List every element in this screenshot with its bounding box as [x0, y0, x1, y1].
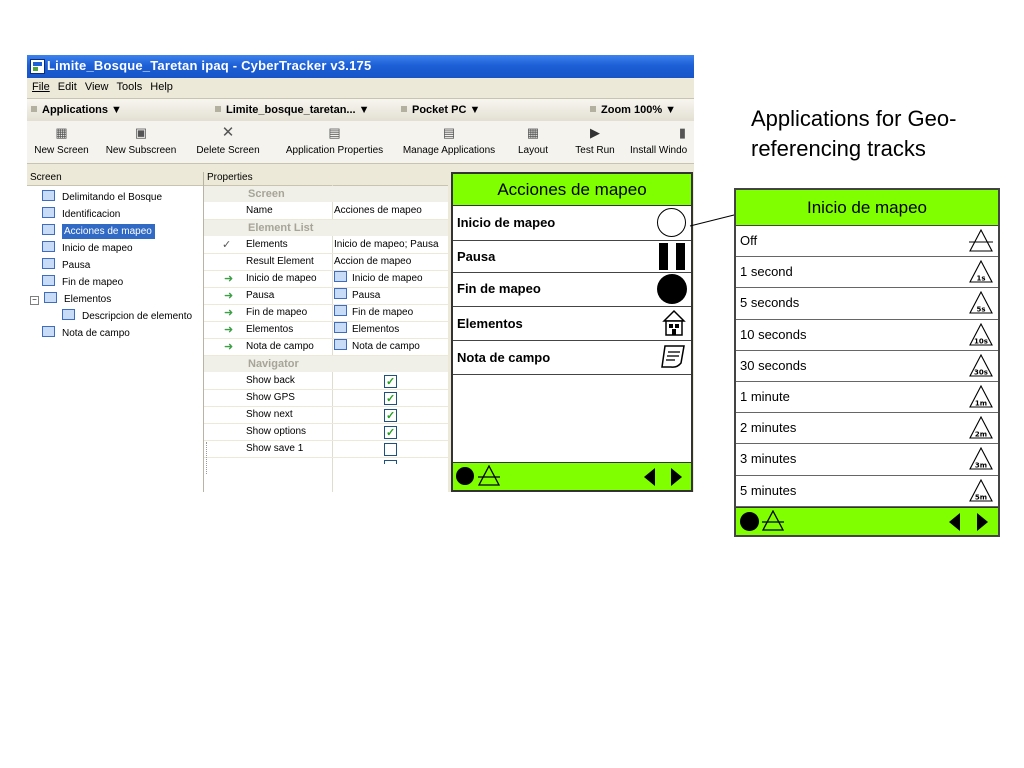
screen-icon	[42, 224, 55, 235]
property-row-show-options[interactable]	[204, 424, 448, 441]
manage-applications-label: Manage Applications	[402, 145, 496, 156]
menu-help[interactable]: Help	[150, 81, 173, 93]
screen-icon	[334, 305, 347, 316]
property-value[interactable]: Acciones de mapeo	[334, 205, 422, 216]
preview-item-inicio[interactable]	[453, 206, 691, 241]
timer-option-label: 1 second	[740, 264, 793, 280]
preview-item-label: Elementos	[457, 316, 523, 331]
tree-item-label: Elementos	[64, 294, 112, 305]
timer-options-panel	[734, 188, 1000, 537]
screen-icon	[334, 322, 347, 333]
pause-bar-right	[676, 243, 685, 270]
dropdown-marker-icon	[590, 106, 596, 112]
property-name: Inicio de mapeo	[246, 273, 317, 284]
tree-item-label: Nota de campo	[62, 328, 130, 339]
property-value[interactable]	[334, 288, 448, 304]
tree-item-descripcion[interactable]	[62, 309, 192, 324]
property-row-show-gps[interactable]	[204, 390, 448, 407]
screen-icon	[42, 258, 55, 269]
category-element-list	[204, 220, 448, 236]
interval-badge: 10s	[974, 337, 988, 346]
link-target: Elementos	[352, 324, 400, 335]
dropdown-marker-icon	[31, 106, 37, 112]
property-row-name[interactable]	[204, 203, 448, 220]
test-run-label: Test Run	[575, 145, 615, 156]
interval-badge: 1s	[976, 274, 986, 283]
preview-item-elementos[interactable]	[453, 307, 691, 341]
property-row-link[interactable]	[204, 305, 448, 322]
screen-icon	[42, 190, 55, 201]
property-name: Show GPS	[246, 392, 295, 403]
timer-option[interactable]	[736, 288, 998, 319]
screen-icon	[42, 275, 55, 286]
tree-item-label: Acciones de mapeo	[62, 224, 155, 239]
interval-triangle-icon	[969, 354, 993, 378]
property-row-show-save[interactable]	[204, 441, 448, 458]
toolbar	[27, 121, 694, 164]
link-arrow-icon: ➜	[224, 324, 234, 336]
new-subscreen-button[interactable]	[100, 125, 182, 156]
next-arrow-icon[interactable]	[977, 513, 988, 531]
property-name: Elements	[246, 239, 288, 250]
zoom-label: Zoom 100% ▼	[601, 104, 677, 116]
property-name: Elementos	[246, 324, 294, 335]
timer-option[interactable]	[736, 413, 998, 444]
property-value[interactable]: Accion de mapeo	[334, 256, 412, 267]
timer-navigator	[736, 507, 998, 536]
property-value[interactable]	[334, 305, 448, 321]
interval-triangle-icon	[969, 229, 993, 253]
properties-header: Properties	[204, 172, 448, 186]
preview-item-fin[interactable]	[453, 273, 691, 307]
property-name: Fin de mapeo	[246, 307, 308, 318]
property-name: Pausa	[246, 290, 275, 301]
category-screen	[204, 186, 448, 202]
manage-icon: ▤	[442, 125, 456, 140]
tree-item-delimitando[interactable]	[42, 190, 162, 205]
screen-icon	[42, 207, 55, 218]
property-value[interactable]: Inicio de mapeo; Pausa	[334, 239, 439, 250]
screen-icon	[62, 309, 75, 320]
timer-option-label: 5 minutes	[740, 482, 797, 498]
next-arrow-icon[interactable]	[671, 468, 682, 486]
category-label: Element List	[248, 222, 314, 234]
partial-checkbox[interactable]	[384, 460, 397, 464]
link-arrow-icon: ➜	[224, 307, 234, 319]
checkmark-icon: ✓	[222, 239, 232, 251]
screen-icon	[42, 241, 55, 252]
show-back-checkbox[interactable]	[384, 375, 397, 388]
new-screen-label: New Screen	[34, 145, 89, 156]
delete-screen-label: Delete Screen	[196, 145, 260, 156]
category-label: Screen	[248, 188, 285, 200]
layout-icon: ▦	[526, 125, 540, 140]
property-row-show-back[interactable]	[204, 373, 448, 390]
interval-badge: 1m	[974, 399, 988, 408]
interval-triangle-icon	[969, 447, 993, 471]
timer-option[interactable]	[736, 382, 998, 413]
new-subscreen-icon: ▣	[134, 125, 148, 140]
install-button[interactable]	[630, 125, 694, 156]
window-title: Limite_Bosque_Taretan ipaq - CyberTracker v3.175	[47, 58, 372, 73]
back-arrow-icon[interactable]	[949, 513, 960, 531]
interval-triangle-icon	[969, 291, 993, 315]
property-value[interactable]	[334, 339, 448, 355]
tree-item-fin[interactable]	[42, 275, 123, 290]
show-options-checkbox[interactable]	[384, 426, 397, 439]
timer-triangle-icon[interactable]	[478, 465, 500, 487]
slide-caption	[751, 104, 956, 164]
preview-item-pausa[interactable]	[453, 241, 691, 273]
show-gps-checkbox[interactable]	[384, 392, 397, 405]
link-target: Inicio de mapeo	[352, 273, 423, 284]
splitter-grip[interactable]	[206, 442, 210, 474]
property-row-link[interactable]	[204, 271, 448, 288]
back-arrow-icon[interactable]	[644, 468, 655, 486]
tree-item-elementos[interactable]	[30, 292, 111, 307]
screen-icon	[334, 339, 347, 350]
interval-triangle-icon	[969, 479, 993, 503]
app-select-label: Limite_bosque_taretan... ▼	[226, 104, 370, 116]
properties-icon: ▤	[328, 125, 341, 140]
link-arrow-icon: ➜	[224, 273, 234, 285]
interval-badge: 30s	[974, 368, 988, 377]
timer-option-label: Off	[740, 233, 758, 248]
app-select-dropdown[interactable]	[215, 104, 370, 116]
install-label: Install Windo	[630, 145, 688, 156]
property-row-elements[interactable]	[204, 237, 448, 254]
screen-tree-pane	[27, 172, 204, 492]
tree-item-label: Descripcion de elemento	[82, 311, 193, 322]
tree-item-label: Identificacion	[62, 209, 121, 220]
property-row-link[interactable]	[204, 288, 448, 305]
property-row-result[interactable]	[204, 254, 448, 271]
delete-screen-button[interactable]	[191, 125, 265, 156]
layout-button[interactable]	[511, 125, 555, 156]
property-name: Show next	[246, 409, 293, 420]
property-name: Show options	[246, 426, 307, 437]
timer-title: Inicio de mapeo	[736, 190, 998, 226]
screen-preview	[451, 172, 693, 492]
application-properties-label: Application Properties	[285, 145, 384, 156]
timer-option-label: 5 seconds	[740, 295, 800, 311]
property-row-partial	[204, 458, 448, 464]
house-icon	[662, 309, 686, 337]
device-select-label: Pocket PC ▼	[412, 104, 481, 116]
notepad-icon	[659, 343, 687, 371]
dropdown-marker-icon	[215, 106, 221, 112]
screen-icon	[334, 271, 347, 282]
preview-item-label: Pausa	[457, 249, 496, 264]
property-row-link[interactable]	[204, 322, 448, 339]
screen-tree-header: Screen	[27, 172, 203, 186]
title-bar	[27, 55, 694, 78]
property-row-link[interactable]	[204, 339, 448, 356]
timer-option-label: 10 seconds	[740, 326, 807, 342]
application-properties-button[interactable]	[277, 125, 392, 156]
interval-badge: 5m	[974, 493, 988, 502]
gps-dot-icon[interactable]	[740, 512, 759, 531]
gps-dot-icon[interactable]	[456, 467, 474, 485]
interval-triangle-icon	[969, 323, 993, 347]
collapse-icon[interactable]: −	[30, 296, 39, 305]
tree-item-label: Pausa	[62, 260, 91, 271]
property-name: Show back	[246, 375, 295, 386]
screen-icon	[42, 326, 55, 337]
tree-item-acciones[interactable]	[42, 224, 155, 239]
timer-option-label: 30 seconds	[740, 357, 807, 373]
interval-badge: 5s	[976, 305, 986, 314]
tree-item-pausa[interactable]	[42, 258, 90, 273]
tree-item-label: Inicio de mapeo	[62, 243, 133, 254]
property-value[interactable]	[334, 322, 448, 338]
timer-option-label: 3 minutes	[740, 451, 797, 467]
link-target: Nota de campo	[352, 341, 420, 352]
timer-option[interactable]	[736, 320, 998, 351]
tree-item-label: Fin de mapeo	[62, 277, 124, 288]
zoom-dropdown[interactable]	[590, 104, 676, 116]
show-next-checkbox[interactable]	[384, 409, 397, 422]
manage-applications-button[interactable]	[399, 125, 499, 156]
property-name: Nota de campo	[246, 341, 314, 352]
applications-dropdown-label: Applications ▼	[42, 104, 122, 116]
menu-bar	[27, 78, 694, 97]
link-arrow-icon: ➜	[224, 290, 234, 302]
timer-option[interactable]	[736, 444, 998, 475]
pause-icon	[659, 243, 686, 270]
interval-badge: 3m	[974, 461, 988, 470]
preview-navigator	[453, 462, 691, 491]
timer-option-label: 2 minutes	[740, 420, 797, 436]
tree-item-identificacion[interactable]	[42, 207, 120, 222]
category-navigator	[204, 356, 448, 372]
menu-tools[interactable]: Tools	[116, 81, 143, 93]
play-icon: ▶	[590, 125, 600, 140]
preview-item-label: Nota de campo	[457, 350, 551, 365]
interval-badge: 2m	[974, 430, 988, 439]
new-screen-button[interactable]	[29, 125, 94, 156]
filled-circle-icon	[657, 274, 687, 304]
dropdown-marker-icon	[401, 106, 407, 112]
timer-option[interactable]	[736, 257, 998, 288]
property-name: Result Element	[246, 256, 314, 267]
preview-title: Acciones de mapeo	[453, 174, 691, 206]
menu-edit[interactable]: Edit	[57, 81, 77, 93]
link-target: Pausa	[352, 290, 381, 301]
property-value[interactable]	[334, 271, 448, 287]
pause-bar-left	[659, 243, 668, 270]
property-row-show-next[interactable]	[204, 407, 448, 424]
tree-item-label: Delimitando el Bosque	[62, 192, 163, 203]
timer-option[interactable]	[736, 476, 998, 507]
tree-item-inicio[interactable]	[42, 241, 133, 256]
delete-icon: ✕	[221, 124, 235, 141]
device-select-dropdown[interactable]	[401, 104, 480, 116]
preview-item-label: Inicio de mapeo	[457, 215, 556, 230]
timer-option[interactable]	[736, 351, 998, 382]
new-screen-icon: ▦	[55, 125, 68, 140]
menu-file[interactable]: File	[32, 81, 50, 93]
new-subscreen-label: New Subscreen	[105, 145, 177, 156]
screen-icon	[334, 288, 347, 299]
tree-item-nota[interactable]	[42, 326, 130, 341]
caption-line-1: Applications for Geo-	[751, 106, 957, 131]
property-name: Name	[246, 205, 273, 216]
screen-icon	[44, 292, 57, 303]
property-name: Show save 1	[246, 443, 304, 454]
timer-option[interactable]	[736, 226, 998, 257]
interval-triangle-icon	[969, 260, 993, 284]
menu-view[interactable]: View	[84, 81, 109, 93]
preview-item-nota[interactable]	[453, 341, 691, 375]
install-icon: ▮	[678, 125, 686, 140]
app-icon	[30, 59, 45, 74]
show-save-checkbox[interactable]	[384, 443, 397, 456]
timer-option-label: 1 minute	[740, 389, 790, 404]
layout-label: Layout	[517, 145, 549, 156]
interval-triangle-icon	[969, 385, 993, 409]
applications-dropdown[interactable]	[31, 104, 122, 116]
category-label: Navigator	[248, 358, 299, 370]
command-bar	[27, 98, 694, 122]
timer-triangle-icon[interactable]	[762, 510, 784, 532]
link-target: Fin de mapeo	[352, 307, 414, 318]
test-run-button[interactable]	[568, 125, 622, 156]
interval-triangle-icon	[969, 416, 993, 440]
preview-item-label: Fin de mapeo	[457, 281, 541, 296]
properties-pane	[204, 172, 448, 492]
link-arrow-icon: ➜	[224, 341, 234, 353]
caption-line-2: referencing tracks	[751, 136, 926, 161]
